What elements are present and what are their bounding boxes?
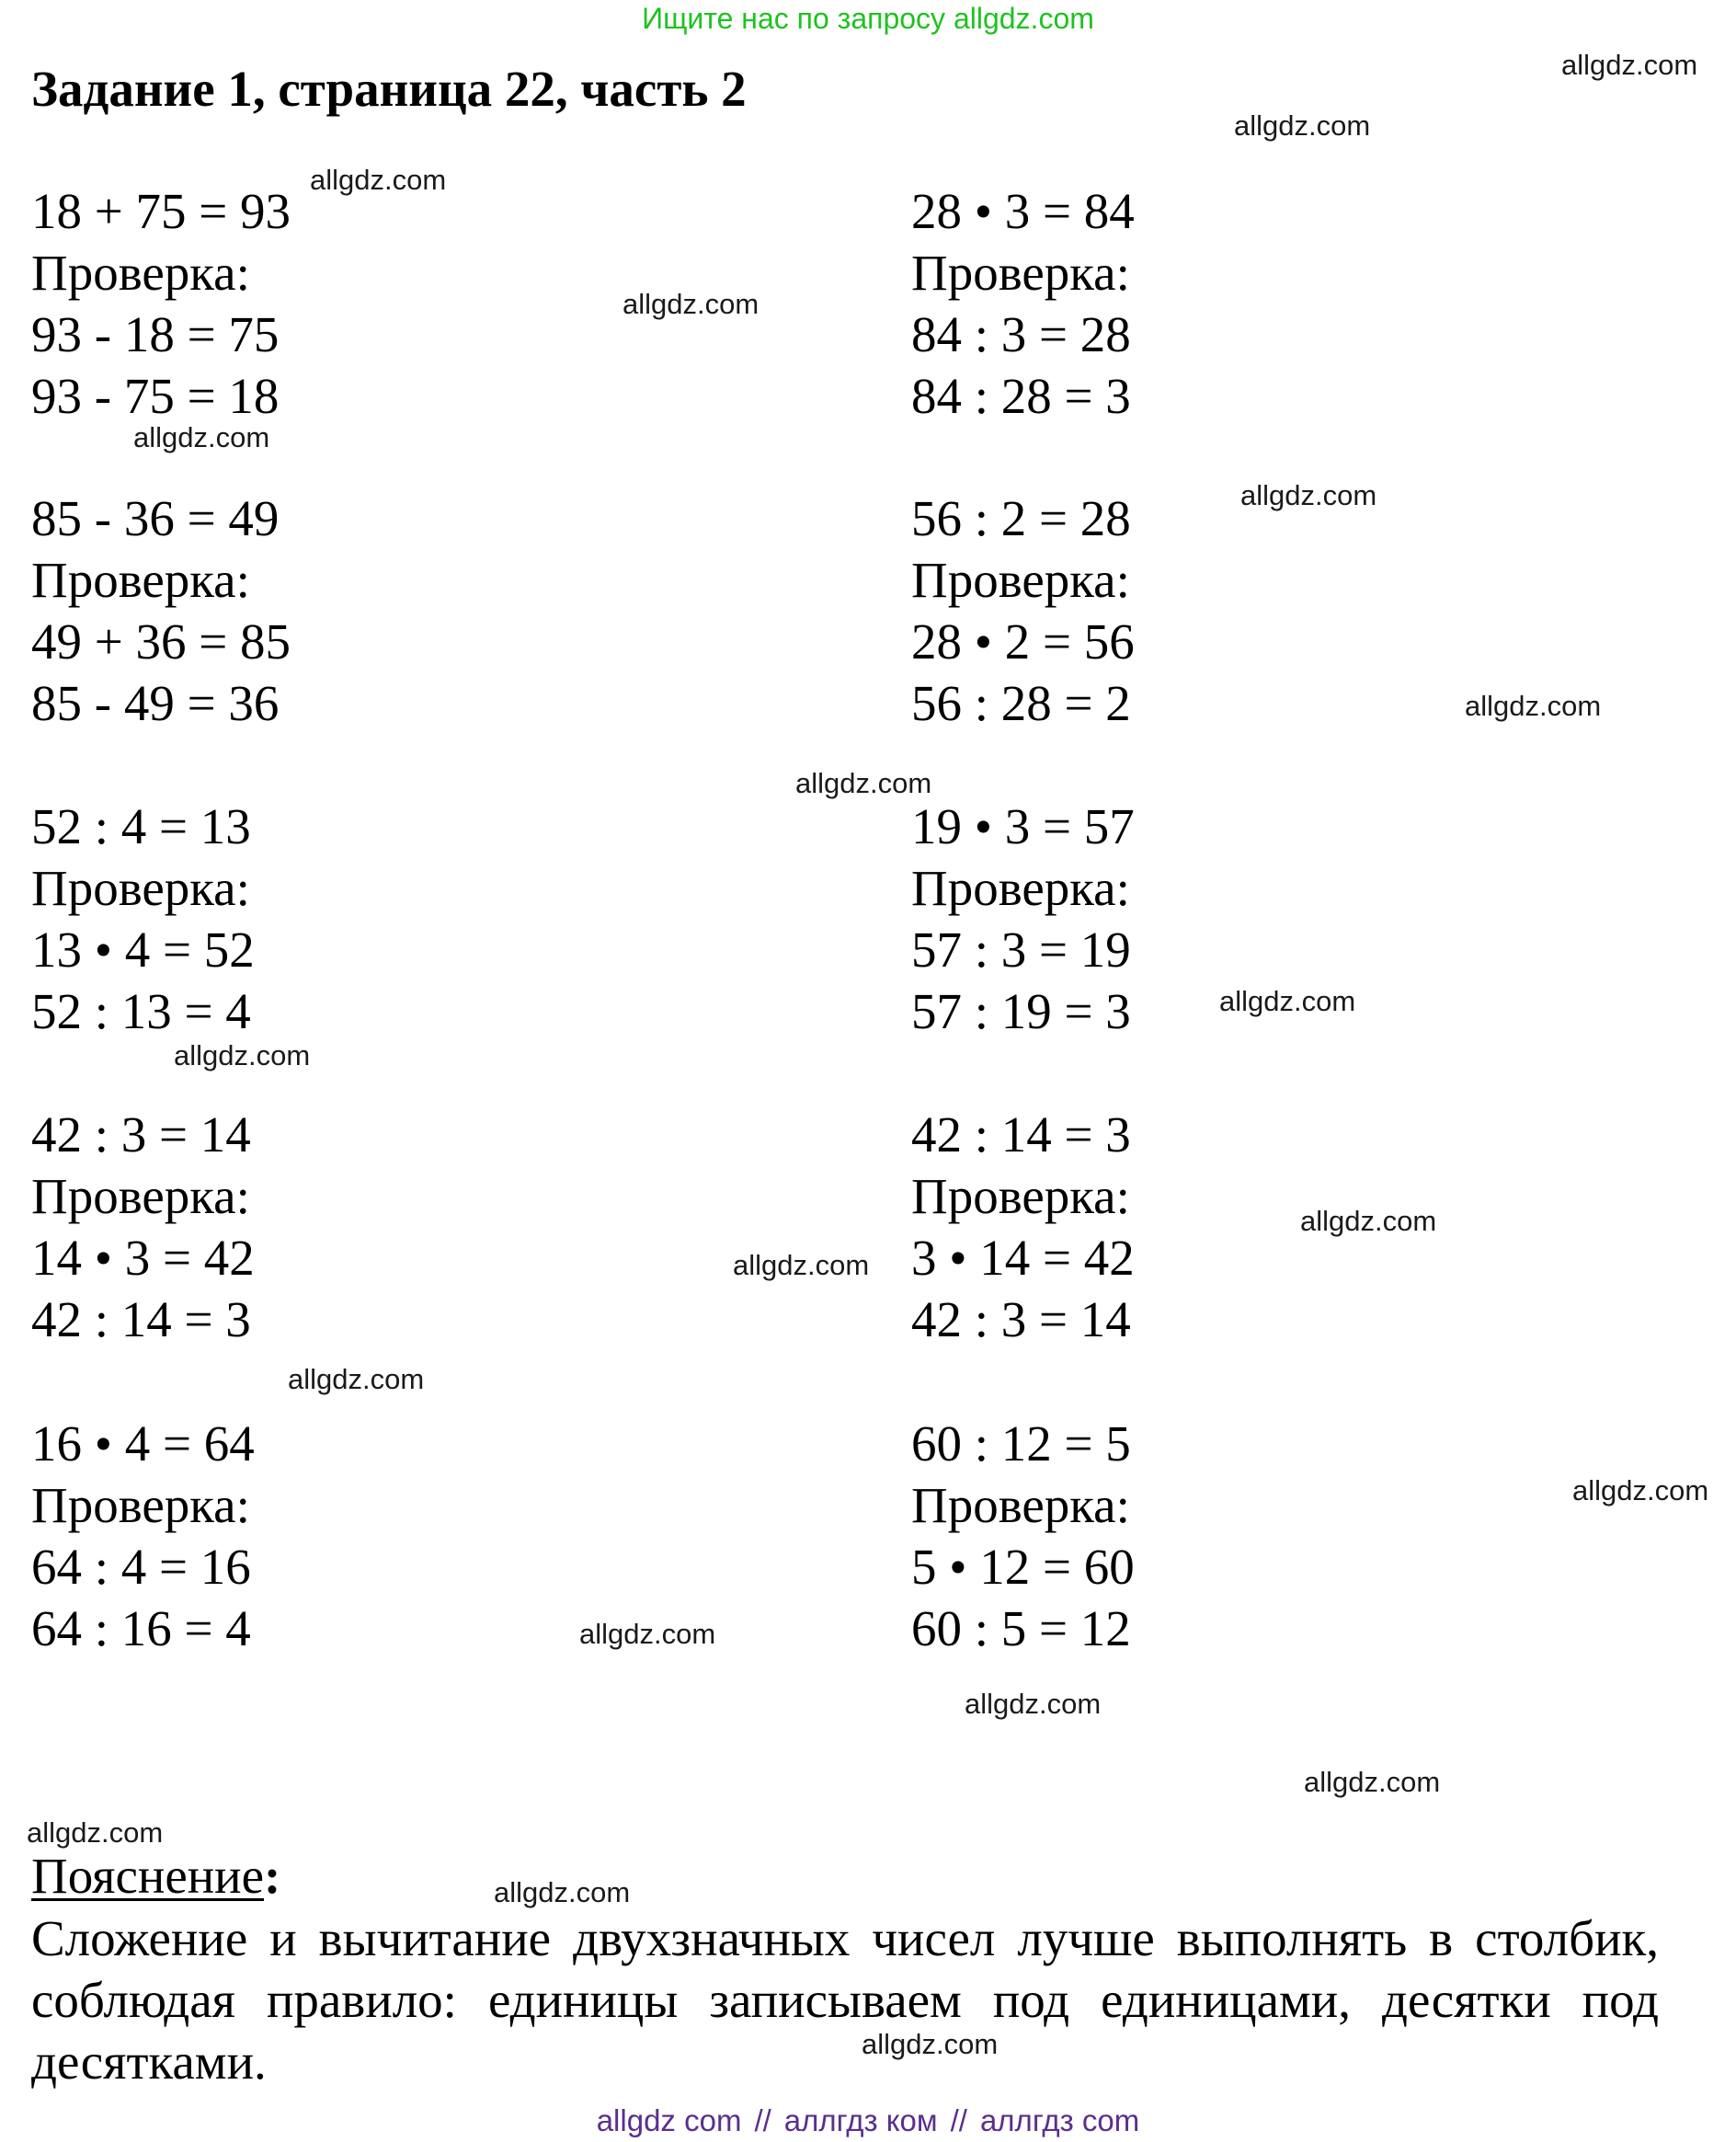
equation-line: 85 - 36 = 49 — [31, 490, 280, 546]
check-label: Проверка: — [31, 1477, 250, 1533]
equation-line: 28 • 3 = 84 — [911, 183, 1135, 239]
equation-line: 52 : 4 = 13 — [31, 798, 251, 854]
watermark: allgdz.com — [133, 421, 270, 453]
equation-block — [31, 180, 675, 427]
explanation-heading — [31, 1845, 280, 1907]
equation-line: 18 + 75 = 93 — [31, 183, 291, 239]
equation-line: 42 : 14 = 3 — [911, 1106, 1131, 1163]
check-label: Проверка: — [911, 860, 1130, 916]
check-label: Проверка: — [31, 552, 250, 608]
equation-line: 19 • 3 = 57 — [911, 798, 1135, 854]
equation-line: 49 + 36 = 85 — [31, 613, 291, 670]
check-label: Проверка: — [911, 1168, 1130, 1224]
equation-line: 57 : 3 = 19 — [911, 922, 1131, 978]
equation-line: 84 : 3 = 28 — [911, 306, 1131, 362]
equation-block — [31, 796, 675, 1042]
check-label: Проверка: — [31, 245, 250, 301]
watermark: allgdz.com — [1300, 1205, 1437, 1237]
footer-separator: // — [950, 2103, 967, 2137]
footer-link[interactable]: аллгдз ком — [783, 2103, 938, 2137]
page-title: Задание 1, страница 22, часть 2 — [31, 61, 747, 117]
watermark: allgdz.com — [965, 1688, 1102, 1720]
check-label: Проверка: — [911, 1477, 1130, 1533]
equation-line: 60 : 12 = 5 — [911, 1415, 1131, 1472]
check-label: Проверка: — [31, 1168, 250, 1224]
watermark: allgdz.com — [1234, 109, 1371, 142]
equation-line: 93 - 75 = 18 — [31, 368, 280, 424]
equation-line: 42 : 14 = 3 — [31, 1291, 251, 1347]
explanation-text: Сложение и вычитание двухзначных чисел лучше выполнять в столбик, соблюдая правило: единицы записываем под единицами, десятки под десятками. — [31, 1910, 1659, 2090]
equation-line: 60 : 5 = 12 — [911, 1600, 1131, 1656]
watermark: allgdz.com — [795, 767, 932, 799]
footer-separator: // — [754, 2103, 771, 2137]
check-label: Проверка: — [911, 245, 1130, 301]
footer-link[interactable]: allgdz com — [596, 2103, 742, 2137]
equation-line: 85 - 49 = 36 — [31, 675, 280, 731]
equation-line: 42 : 3 = 14 — [911, 1291, 1131, 1347]
watermark: allgdz.com — [494, 1876, 631, 1908]
equation-line: 56 : 2 = 28 — [911, 490, 1131, 546]
watermark: allgdz.com — [1561, 49, 1698, 81]
check-label: Проверка: — [31, 860, 250, 916]
watermark: allgdz.com — [310, 164, 447, 196]
watermark: allgdz.com — [288, 1363, 425, 1395]
equation-line: 84 : 28 = 3 — [911, 368, 1131, 424]
equation-line: 14 • 3 = 42 — [31, 1230, 255, 1286]
equation-block — [911, 487, 1555, 734]
footer-links — [0, 2102, 1736, 2139]
watermark: allgdz.com — [1240, 479, 1377, 511]
equation-line: 93 - 18 = 75 — [31, 306, 280, 362]
check-label: Проверка: — [911, 552, 1130, 608]
equation-line: 64 : 16 = 4 — [31, 1600, 251, 1656]
equation-line: 3 • 14 = 42 — [911, 1230, 1135, 1286]
equation-block — [911, 1413, 1555, 1659]
equation-block — [911, 1104, 1555, 1350]
footer-link[interactable]: аллгдз com — [979, 2103, 1140, 2137]
watermark: allgdz.com — [862, 2028, 999, 2060]
equation-block — [31, 1413, 675, 1659]
equation-block — [31, 487, 675, 734]
watermark: allgdz.com — [1465, 690, 1602, 722]
watermark: allgdz.com — [579, 1618, 716, 1650]
watermark: allgdz.com — [174, 1039, 311, 1071]
equation-line: 28 • 2 = 56 — [911, 613, 1135, 670]
equation-line: 64 : 4 = 16 — [31, 1539, 251, 1595]
watermark: allgdz.com — [1572, 1474, 1709, 1506]
equation-line: 5 • 12 = 60 — [911, 1539, 1135, 1595]
watermark: allgdz.com — [622, 288, 760, 320]
watermark: allgdz.com — [27, 1816, 164, 1849]
explanation-heading-colon: : — [264, 1848, 281, 1904]
equation-line: 16 • 4 = 64 — [31, 1415, 255, 1472]
watermark: allgdz.com — [733, 1249, 870, 1281]
watermark: allgdz.com — [1219, 985, 1356, 1017]
equation-line: 52 : 13 = 4 — [31, 983, 251, 1039]
equation-block — [31, 1104, 675, 1350]
equation-block — [911, 180, 1555, 427]
equation-line: 13 • 4 = 52 — [31, 922, 255, 978]
equation-line: 57 : 19 = 3 — [911, 983, 1131, 1039]
equation-line: 42 : 3 = 14 — [31, 1106, 251, 1163]
top-banner[interactable]: Ищите нас по запросу allgdz.com — [642, 2, 1094, 35]
watermark: allgdz.com — [1304, 1766, 1441, 1798]
equation-line: 56 : 28 = 2 — [911, 675, 1131, 731]
explanation-heading-text: Пояснение — [31, 1848, 265, 1904]
